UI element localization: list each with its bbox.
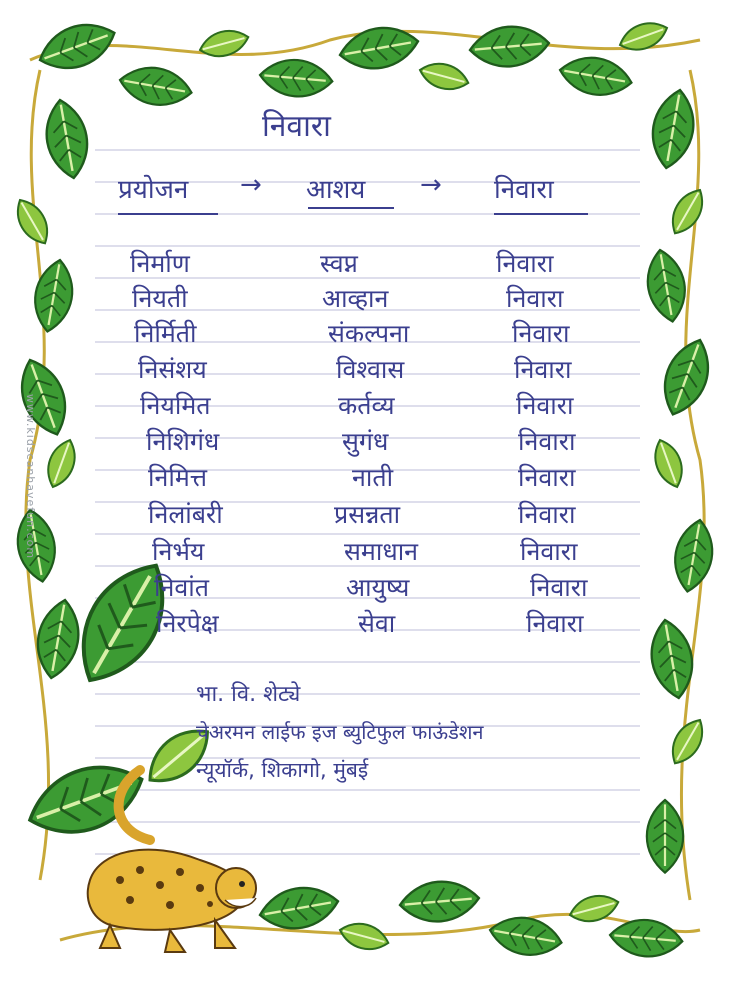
row-10-col-3: निवारा — [530, 573, 588, 602]
row-6-col-1: निशिगंध — [146, 427, 220, 456]
page-title: निवारा — [262, 109, 331, 144]
header-underlines — [118, 208, 588, 214]
row-3-col-2: संकल्पना — [328, 319, 410, 348]
row-10-col-2: आयुष्य — [346, 573, 410, 602]
row-9-col-3: निवारा — [520, 537, 578, 566]
row-7-col-1: निमित्त — [148, 463, 208, 492]
row-3-col-1: निर्मिती — [134, 319, 197, 348]
row-6-col-3: निवारा — [518, 427, 576, 456]
header-purpose: प्रयोजन — [118, 175, 189, 205]
left-leaves — [10, 97, 94, 682]
row-6-col-2: सुगंध — [342, 427, 389, 456]
row-8-col-2: प्रसन्नता — [334, 500, 401, 529]
row-4-col-1: निसंशय — [138, 355, 207, 384]
row-11-col-3: निवारा — [526, 609, 584, 638]
row-5-col-2: कर्तव्य — [338, 391, 395, 420]
row-5-col-3: निवारा — [516, 391, 574, 420]
row-7-col-3: निवारा — [518, 463, 576, 492]
right-leaves — [642, 87, 718, 873]
row-2-col-1: नियती — [132, 284, 188, 313]
top-leaves — [33, 14, 671, 110]
row-8-col-3: निवारा — [518, 500, 576, 529]
header-meaning: आशय — [306, 175, 366, 205]
row-11-col-2: सेवा — [358, 609, 396, 638]
row-11-col-1: निरपेक्ष — [156, 609, 219, 638]
row-9-col-2: समाधान — [344, 537, 419, 566]
header-shelter: निवारा — [494, 175, 554, 205]
row-2-col-2: आव्हान — [322, 284, 389, 313]
row-1-col-1: निर्माण — [130, 249, 190, 278]
header-arrow-2: → — [420, 170, 442, 200]
header-arrow-1: → — [240, 170, 262, 200]
site-watermark: www.kidscanhavefun.com — [24, 393, 38, 560]
row-7-col-2: नाती — [352, 463, 394, 492]
row-4-col-2: विश्वास — [336, 355, 405, 384]
row-2-col-3: निवारा — [506, 284, 564, 313]
signature-role: चेअरमन लाईफ इज ब्युटिफुल फाऊंडेशन — [196, 720, 484, 744]
row-1-col-2: स्वप्न — [320, 249, 358, 278]
row-1-col-3: निवारा — [496, 249, 554, 278]
signature-places: न्यूयॉर्क, शिकागो, मुंबई — [196, 758, 369, 782]
row-5-col-1: नियमित — [140, 391, 211, 420]
row-4-col-3: निवारा — [514, 355, 572, 384]
row-10-col-1: निवांत — [154, 573, 209, 602]
row-9-col-1: निर्भय — [152, 537, 205, 566]
signature-name: भा. वि. शेट्ये — [196, 682, 301, 707]
row-3-col-3: निवारा — [512, 319, 570, 348]
row-8-col-1: निलांबरी — [148, 500, 223, 529]
